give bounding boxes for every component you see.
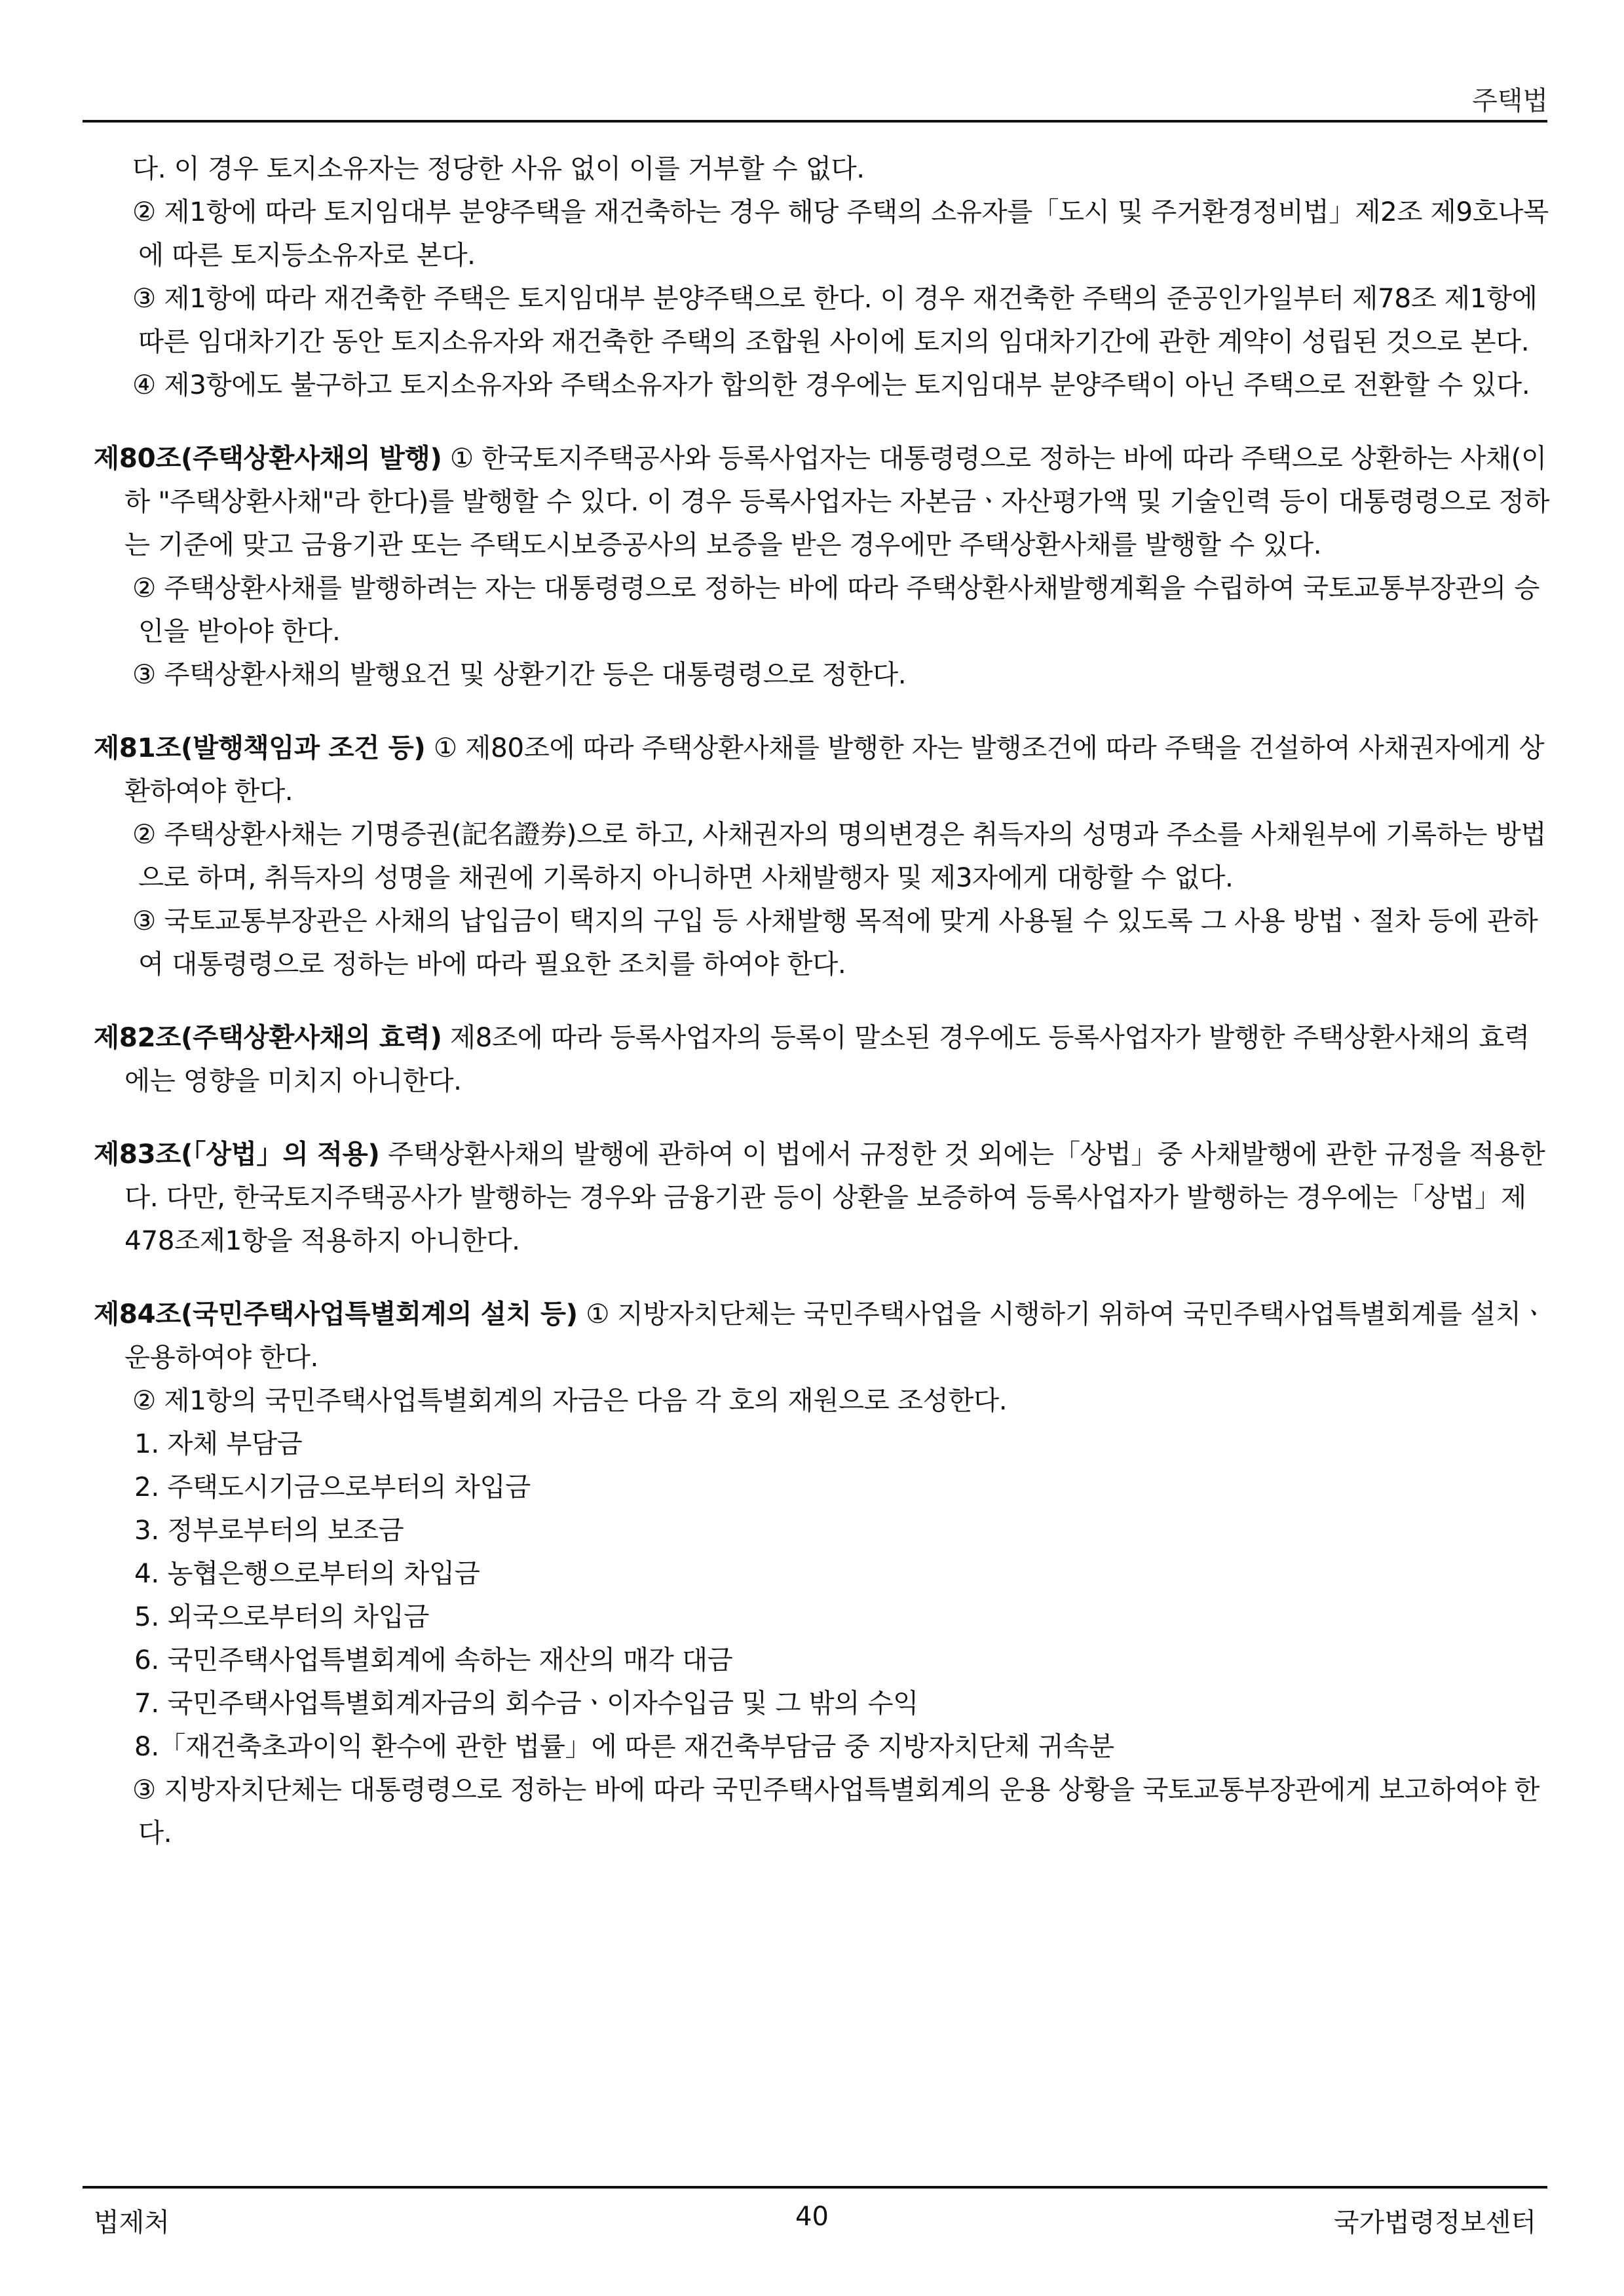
article-79-continuation: 다. 이 경우 토지소유자는 정당한 사유 없이 이를 거부할 수 없다. <box>132 153 865 184</box>
article-81-title: 제81조(발행책임과 조건 등) <box>94 732 426 763</box>
article-80-body: ① 한국토지주택공사와 등록사업자는 대통령령으로 정하는 바에 따라 주택으로 상환하는 사채(이하 "주택상환사채"라 한다)를 발행할 수 있다. 이 경우 등록사업자는 자본금ㆍ자산평가액 및 기술인력 등이 대통령령으로 정하는 기준에 맞고 금융기관 또는 주택도시보증공사의 보증을 받은 경우에만 주택상환사채를 발행할 수 있다. <box>124 442 1550 560</box>
list-item: 7. 국민주택사업특별회계자금의 회수금ㆍ이자수입금 및 그 밖의 수익 <box>134 1687 918 1719</box>
article-79-paragraph-3: ③ 제1항에 따라 재건축한 주택은 토지임대부 분양주택으로 한다. 이 경우 재건축한 주택의 준공인가일부터 제78조 제1항에 따른 임대차기간 동안 토지소유자와 재건축한 주택의 조합원 사이에 토지의 임대차기간에 관한 계약이 성립된 것으로 본다. <box>132 282 1538 357</box>
footer-publisher: 법제처 <box>94 2208 170 2238</box>
list-item: 2. 주택도시기금으로부터의 차입금 <box>134 1471 531 1502</box>
article-81-paragraph-2: ② 주택상환사채는 기명증권(記名證券)으로 하고, 사채권자의 명의변경은 취득자의 성명과 주소를 사채원부에 기록하는 방법으로 하며, 취득자의 성명을 채권에 기록하지 아니하면 사채발행자 및 제3자에게 대항할 수 없다. <box>132 818 1547 893</box>
article-84 <box>94 1292 1555 1379</box>
list-item: 5. 외국으로부터의 차입금 <box>134 1601 430 1632</box>
article-79-paragraph-4: ④ 제3항에도 불구하고 토지소유자와 주택소유자가 합의한 경우에는 토지임대부 분양주택이 아닌 주택으로 전환할 수 있다. <box>132 369 1530 400</box>
article-84-paragraph-3: ③ 지방자치단체는 대통령령으로 정하는 바에 따라 국민주택사업특별회계의 운용 상황을 국토교통부장관에게 보고하여야 한다. <box>132 1774 1539 1848</box>
article-81 <box>94 726 1555 813</box>
list-item: 3. 정부로부터의 보조금 <box>134 1514 404 1546</box>
page-number: 40 <box>795 2202 829 2232</box>
document-body <box>94 147 1555 1854</box>
list-item: 4. 농협은행으로부터의 차입금 <box>134 1558 480 1589</box>
header-rule <box>83 120 1547 123</box>
list-item: 1. 자체 부담금 <box>134 1428 303 1459</box>
article-80-paragraph-2: ② 주택상환사채를 발행하려는 자는 대통령령으로 정하는 바에 따라 주택상환사채발행계획을 수립하여 국토교통부장관의 승인을 받아야 한다. <box>132 572 1539 647</box>
list-item: 6. 국민주택사업특별회계에 속하는 재산의 매각 대금 <box>134 1644 733 1675</box>
article-80-paragraph-3: ③ 주택상환사채의 발행요건 및 상환기간 등은 대통령령으로 정한다. <box>132 659 907 690</box>
article-82-body: 제8조에 따라 등록사업자의 등록이 말소된 경우에도 등록사업자가 발행한 주택상환사채의 효력에는 영향을 미치지 아니한다. <box>124 1022 1530 1096</box>
article-83-title: 제83조(「상법」의 적용) <box>94 1138 380 1170</box>
article-84-paragraph-2: ② 제1항의 국민주택사업특별회계의 자금은 다음 각 호의 재원으로 조성한다. <box>132 1385 1008 1416</box>
article-81-body: ① 제80조에 따라 주택상환사채를 발행한 자는 발행조건에 따라 주택을 건설하여 사채권자에게 상환하여야 한다. <box>124 732 1545 807</box>
article-82-title: 제82조(주택상환사채의 효력) <box>94 1022 442 1053</box>
footer-rule <box>83 2186 1547 2189</box>
article-83 <box>94 1132 1555 1262</box>
article-82 <box>94 1016 1555 1102</box>
article-80-title: 제80조(주택상환사채의 발행) <box>94 442 442 474</box>
list-item: 8.「재건축초과이익 환수에 관한 법률」에 따른 재건축부담금 중 지방자치단체 귀속분 <box>134 1731 1114 1762</box>
article-84-body: ① 지방자치단체는 국민주택사업을 시행하기 위하여 국민주택사업특별회계를 설치ㆍ운용하여야 한다. <box>124 1298 1547 1373</box>
footer-source: 국가법령정보센터 <box>1333 2208 1536 2238</box>
article-83-body: 주택상환사채의 발행에 관하여 이 법에서 규정한 것 외에는「상법」중 사채발행에 관한 규정을 적용한다. 다만, 한국토지주택공사가 발행하는 경우와 금융기관 등이 상환을 보증하여 등록사업자가 발행하는 경우에는「상법」제478조제1항을 적용하지 아니한다. <box>124 1138 1545 1256</box>
article-81-paragraph-3: ③ 국토교통부장관은 사채의 납입금이 택지의 구입 등 사채발행 목적에 맞게 사용될 수 있도록 그 사용 방법ㆍ절차 등에 관하여 대통령령으로 정하는 바에 따라 필요한 조치를 하여야 한다. <box>132 905 1538 980</box>
article-79-paragraph-2: ② 제1항에 따라 토지임대부 분양주택을 재건축하는 경우 해당 주택의 소유자를「도시 및 주거환경정비법」제2조 제9호나목에 따른 토지등소유자로 본다. <box>132 196 1549 271</box>
article-84-title: 제84조(국민주택사업특별회계의 설치 등) <box>94 1298 578 1330</box>
running-header-title: 주택법 <box>1472 86 1548 116</box>
article-80 <box>94 436 1555 566</box>
